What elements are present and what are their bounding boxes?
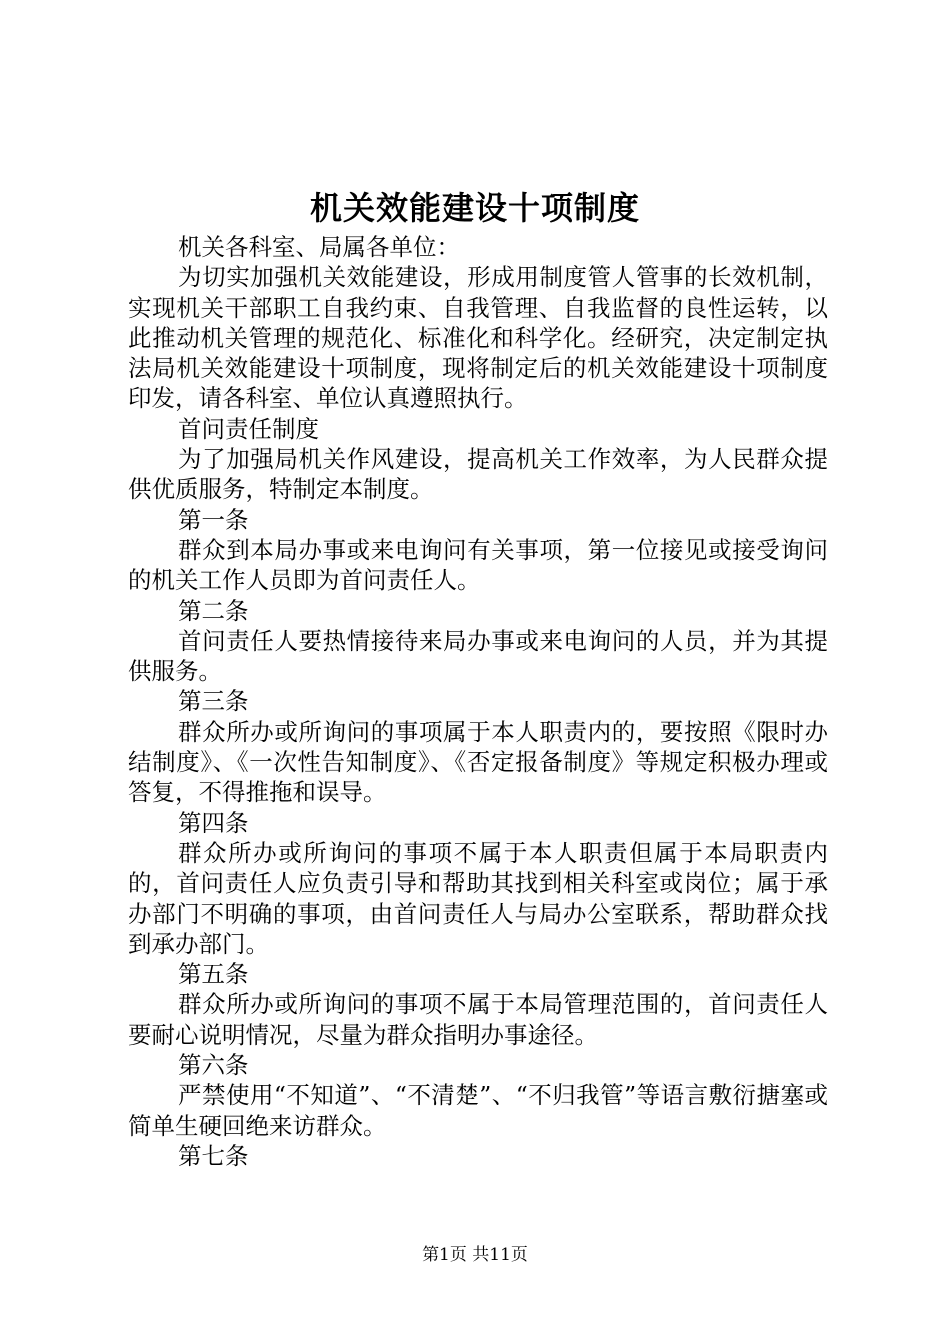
intro-paragraph: 为切实加强机关效能建设，形成用制度管人管事的长效机制，实现机关干部职工自我约束、自我管理、自我监督的良性运转，以此推动机关管理的规范化、标准化和科学化。经研究，决定制定执法局机关效能建设十项制度，现将制定后的机关效能建设十项制度印发，请各科室、单位认真遵照执行。 [128, 263, 828, 413]
document-title: 机关效能建设十项制度 [309, 189, 640, 227]
article-heading: 第七条 [178, 1141, 249, 1170]
article-text: 群众所办或所询问的事项不属于本人职责但属于本局职责内的，首问责任人应负责引导和帮助其找到相关科室或岗位；属于承办部门不明确的事项，由首问责任人与局办公室联系，帮助群众找到承办部门。 [128, 838, 828, 958]
article-heading: 第二条 [178, 596, 249, 625]
article-heading: 第一条 [178, 505, 249, 534]
section-title: 首问责任制度 [178, 414, 319, 443]
article-text: 群众到本局办事或来电询问有关事项，第一位接见或接受询问的机关工作人员即为首问责任人。 [128, 535, 828, 595]
salutation: 机关各科室、局属各单位： [178, 233, 460, 261]
article-text: 首问责任人要热情接待来局办事或来电询问的人员，并为其提供服务。 [128, 626, 828, 686]
article-text: 群众所办或所询问的事项不属于本局管理范围的，首问责任人要耐心说明情况，尽量为群众指明办事途径。 [128, 990, 828, 1049]
page-number: 第1页 共11页 [422, 1245, 528, 1265]
article-heading: 第三条 [178, 687, 249, 716]
document-body [128, 232, 828, 1171]
article-heading: 第五条 [178, 960, 249, 989]
article-heading: 第四条 [178, 808, 249, 837]
section-intro: 为了加强局机关作风建设，提高机关工作效率，为人民群众提供优质服务，特制定本制度。 [128, 445, 828, 504]
article-text: 严禁使用“不知道”、“不清楚”、“不归我管”等语言敷衍搪塞或简单生硬回绝来访群众。 [128, 1081, 828, 1140]
article-text: 群众所办或所询问的事项属于本人职责内的，要按照《限时办结制度》、《一次性告知制度》、《否定报备制度》等规定积极办理或答复，不得推拖和误导。 [128, 717, 828, 807]
article-heading: 第六条 [178, 1051, 249, 1080]
